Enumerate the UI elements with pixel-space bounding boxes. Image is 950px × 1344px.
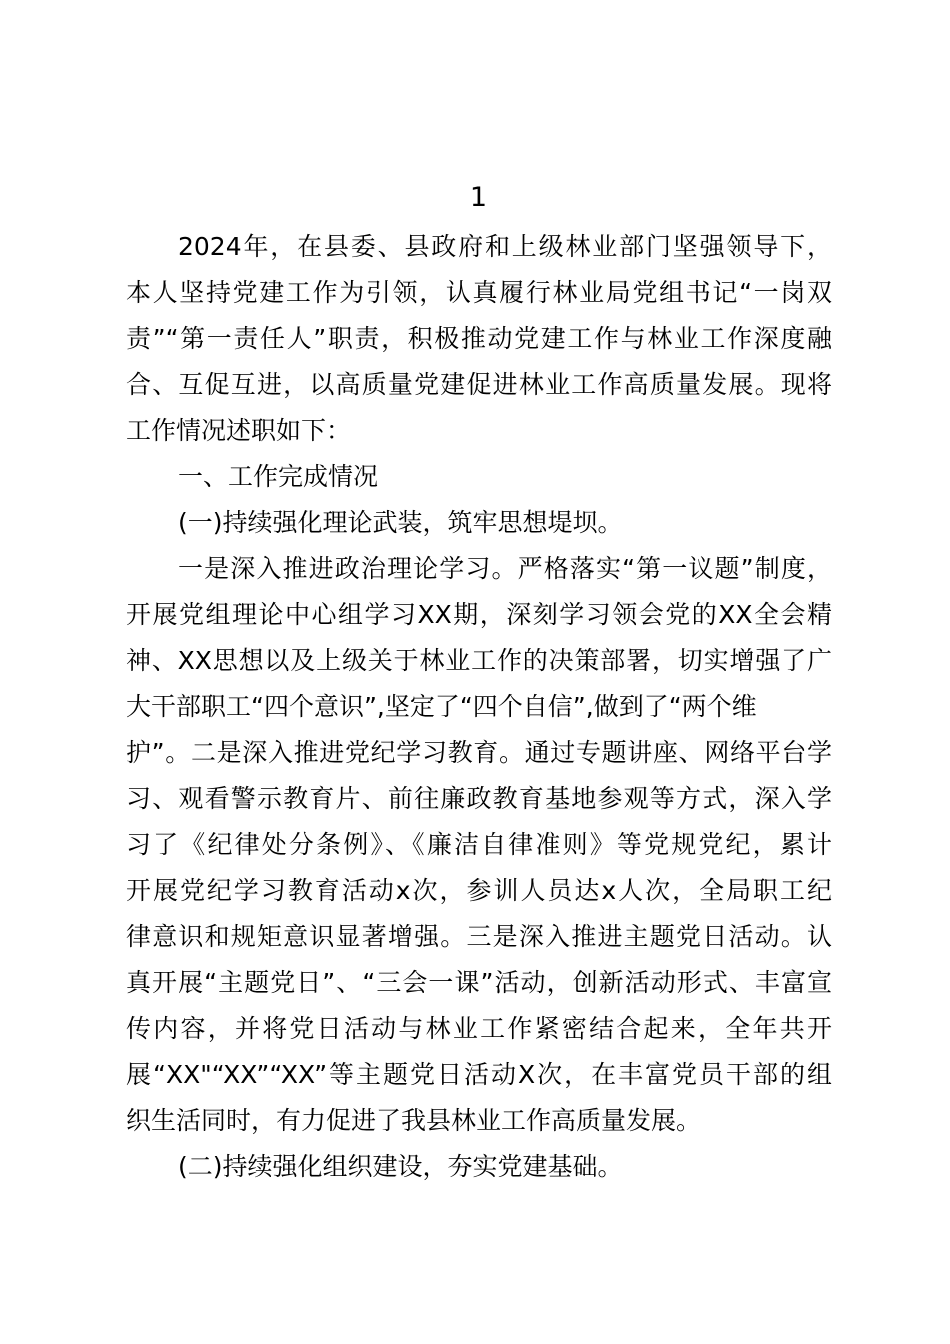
paragraph-line: 开展党纪学习教育活动x次，参训人员达x人次，全局职工纪 (126, 876, 832, 905)
page-number: 1 (469, 182, 489, 213)
paragraph-line: 责”“第一责任人”职责，积极推动党建工作与林业工作深度融 (126, 324, 832, 353)
paragraph-line: 习了《纪律处分条例》、《廉洁自律准则》等党规党纪，累计 (126, 830, 832, 859)
paragraph-line: 本人坚持党建工作为引领，认真履行林业局党组书记“一岗双 (126, 278, 832, 307)
paragraph-line: 传内容，并将党日活动与林业工作紧密结合起来，全年共开 (126, 1014, 832, 1043)
paragraph-line: 律意识和规矩意识显著增强。三是深入推进主题党日活动。认 (126, 922, 832, 951)
paragraph-line: 神、XX思想以及上级关于林业工作的决策部署，切实增强了广 (126, 646, 832, 675)
paragraph-line: 护”。二是深入推进党纪学习教育。通过专题讲座、网络平台学 (126, 738, 832, 767)
paragraph-line: 一是深入推进政治理论学习。严格落实“第一议题”制度， (178, 554, 832, 583)
paragraph-line: 合、互促互进，以高质量党建促进林业工作高质量发展。现将 (126, 370, 832, 399)
paragraph-line: 大干部职工“四个意识”,坚定了“四个自信”,做到了“两个维 (126, 692, 757, 721)
paragraph-line: 2024年，在县委、县政府和上级林业部门坚强领导下， (178, 232, 832, 261)
paragraph-line: 习、观看警示教育片、前往廉政教育基地参观等方式，深入学 (126, 784, 832, 813)
paragraph-line: 工作情况述职如下： (126, 416, 352, 445)
subsection-heading: (一)持续强化理论武装，筑牢思想堤坝。 (178, 508, 623, 537)
paragraph-line: 开展党组理论中心组学习XX期，深刻学习领会党的XX全会精 (126, 600, 832, 629)
paragraph-line: 织生活同时，有力促进了我县林业工作高质量发展。 (126, 1106, 702, 1135)
paragraph-line: 展“XX"“XX”“XX”等主题党日活动X次，在丰富党员干部的组 (126, 1060, 832, 1089)
paragraph-line: 真开展“主题党日”、“三会一课”活动，创新活动形式、丰富宣 (126, 968, 832, 997)
document-body (126, 224, 832, 1190)
subsection-heading: (二)持续强化组织建设，夯实党建基础。 (178, 1152, 623, 1181)
section-heading: 一、工作完成情况 (178, 462, 379, 491)
